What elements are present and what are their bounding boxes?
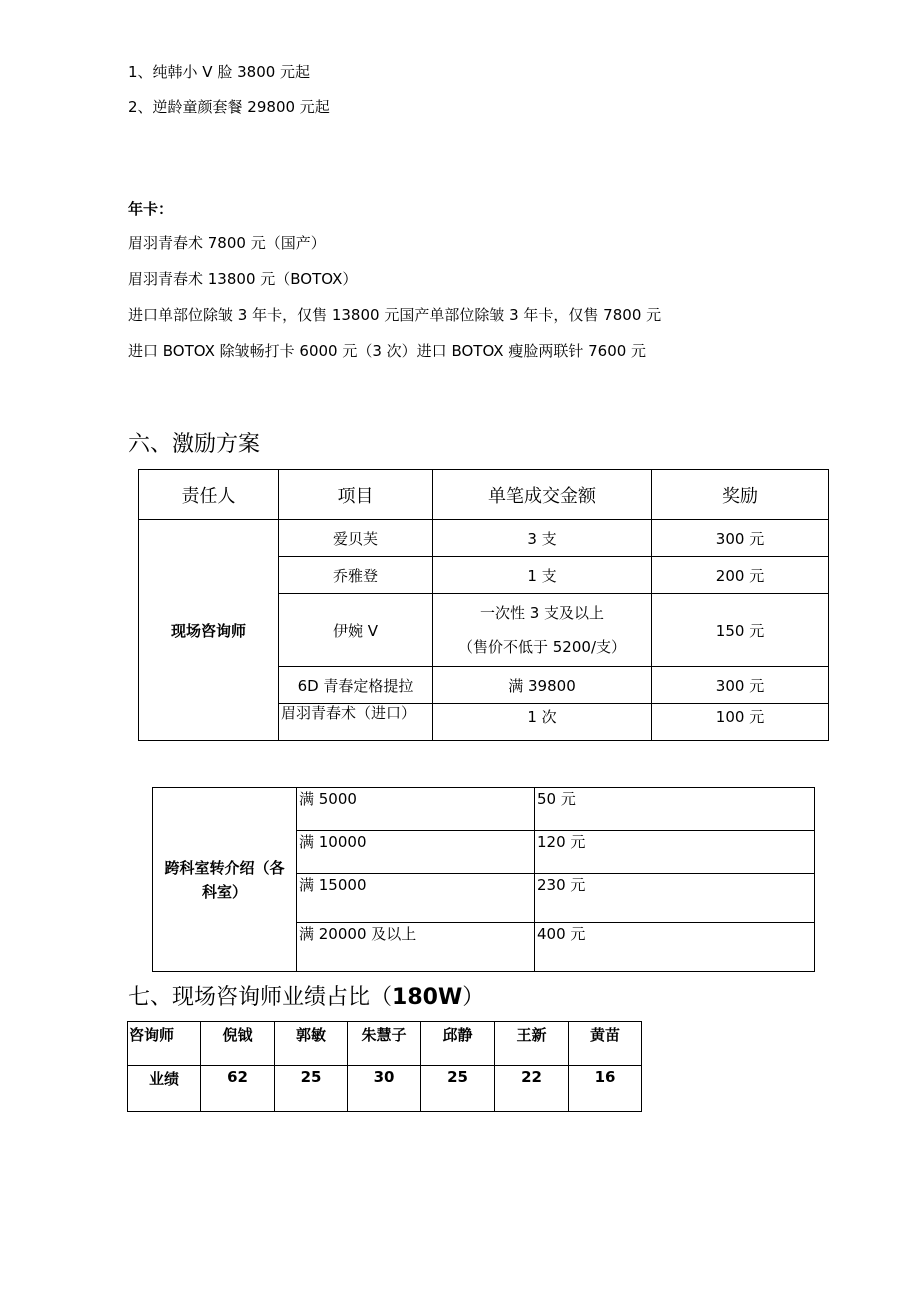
section6-title: 六、激励方案 <box>128 432 261 457</box>
reward-cell: 230 元 <box>535 874 815 923</box>
cross-referral-table <box>152 787 815 972</box>
table-row <box>128 1066 642 1112</box>
package-line-1: 1、纯韩小 V 脸 3800 元起 <box>128 63 311 81</box>
reward-cell: 300 元 <box>652 520 829 557</box>
amount-note: （售价不低于 5200/支） <box>458 638 626 656</box>
reward-cell: 300 元 <box>652 667 829 704</box>
package-line-2: 2、逆龄童颜套餐 29800 元起 <box>128 98 330 116</box>
item-cell <box>279 704 433 741</box>
performance-value: 62 <box>201 1066 275 1112</box>
amount-cell <box>433 594 652 667</box>
reward-cell: 200 元 <box>652 557 829 594</box>
reward-cell: 150 元 <box>652 594 829 667</box>
performance-value: 30 <box>348 1066 421 1112</box>
amount-cell: 1 支 <box>433 557 652 594</box>
section7-title <box>128 984 484 1012</box>
table-row <box>139 520 829 557</box>
header-responsible: 责任人 <box>139 470 279 520</box>
consultant-name: 朱慧子 <box>348 1022 421 1066</box>
threshold-cell: 满 20000 及以上 <box>297 923 535 972</box>
performance-value: 25 <box>421 1066 495 1112</box>
amount-main: 一次性 3 支及以上 <box>479 604 605 622</box>
annual-card-title: 年卡： <box>128 200 174 218</box>
item-cell: 伊婉 V <box>279 594 433 667</box>
performance-value: 22 <box>495 1066 569 1112</box>
reward-cell: 50 元 <box>535 788 815 831</box>
item-cell: 乔雅登 <box>279 557 433 594</box>
role-cell: 现场咨询师 <box>139 520 279 741</box>
threshold-cell: 满 15000 <box>297 874 535 923</box>
table-row <box>153 788 815 831</box>
annual-card-item-3: 进口单部位除皱 3 年卡，仅售 13800 元国产单部位除皱 3 年卡，仅售 7800 元 <box>128 306 662 324</box>
amount-cell: 满 39800 <box>433 667 652 704</box>
item-text-clipped: 眉羽青春术（进口） <box>281 704 417 722</box>
section7-title-end: ） <box>462 985 485 1010</box>
performance-table <box>127 1021 642 1112</box>
incentive-table <box>138 469 829 741</box>
section7-title-total: 180W <box>392 985 463 1010</box>
table-row <box>128 1022 642 1066</box>
reward-cell: 100 元 <box>652 704 829 741</box>
header-amount: 单笔成交金额 <box>433 470 652 520</box>
consultant-name: 王新 <box>495 1022 569 1066</box>
annual-card-item-1: 眉羽青春术 7800 元（国产） <box>128 234 326 252</box>
header-reward: 奖励 <box>652 470 829 520</box>
consultant-name: 邱静 <box>421 1022 495 1066</box>
annual-card-item-4: 进口 BOTOX 除皱畅打卡 6000 元（3 次）进口 BOTOX 瘦脸两联针 7600 元 <box>128 342 647 360</box>
incentive-header-row <box>139 470 829 520</box>
consultant-name: 黄苗 <box>569 1022 642 1066</box>
threshold-cell: 满 10000 <box>297 831 535 874</box>
consultant-name: 倪钺 <box>201 1022 275 1066</box>
cross-referral-label-text: 跨科室转介绍（各科室） <box>164 858 285 901</box>
section7-title-text: 七、现场咨询师业绩占比（ <box>128 985 393 1010</box>
reward-cell: 120 元 <box>535 831 815 874</box>
amount-cell: 1 次 <box>433 704 652 741</box>
item-cell: 6D 青春定格提拉 <box>279 667 433 704</box>
cross-referral-label <box>153 788 297 972</box>
consultant-name: 郭敏 <box>275 1022 348 1066</box>
annual-card-item-2: 眉羽青春术 13800 元（BOTOX） <box>128 270 358 288</box>
performance-label: 业绩 <box>128 1066 201 1112</box>
threshold-cell: 满 5000 <box>297 788 535 831</box>
reward-cell: 400 元 <box>535 923 815 972</box>
performance-value: 25 <box>275 1066 348 1112</box>
amount-cell: 3 支 <box>433 520 652 557</box>
header-item: 项目 <box>279 470 433 520</box>
performance-value: 16 <box>569 1066 642 1112</box>
consultant-label: 咨询师 <box>128 1022 201 1066</box>
item-cell: 爱贝芙 <box>279 520 433 557</box>
